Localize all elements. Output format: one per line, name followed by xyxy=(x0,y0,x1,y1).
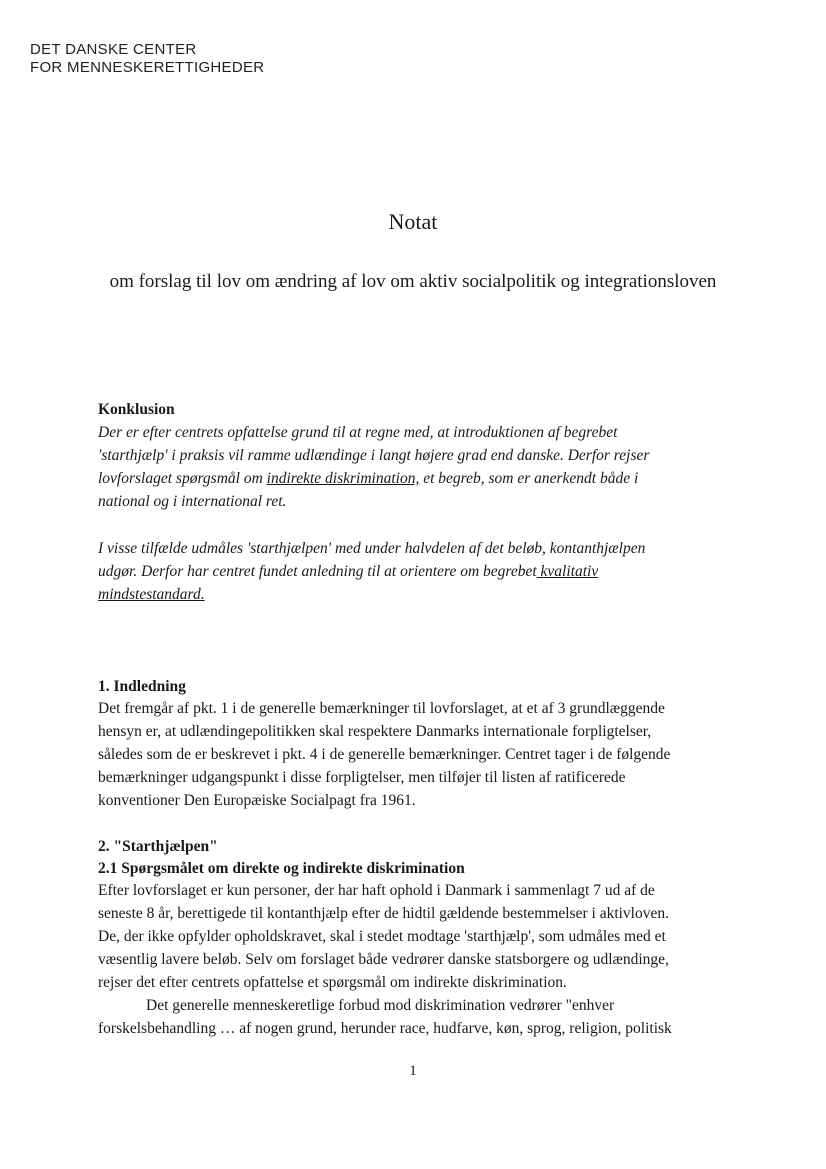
org-line-2: FOR MENNESKERETTIGHEDER xyxy=(30,59,265,76)
document-subtitle: om forslag til lov om ændring af lov om aktiv socialpolitik og integrationsloven xyxy=(109,271,717,292)
conclusion-p2-line xyxy=(98,584,205,606)
section-2-heading: 2. "Starthjælpen" xyxy=(98,838,218,855)
conclusion-p2-line xyxy=(98,561,598,583)
conclusion-p1-line: national og i international ret. xyxy=(98,493,287,510)
section-2-line: De, der ikke opfylder opholdskravet, skal i stedet modtage 'starthjælp', som udmåles med et xyxy=(98,928,666,945)
organization-name xyxy=(30,41,264,77)
section-2-line: Det generelle menneskeretlige forbud mod diskrimination vedrører "enhver xyxy=(146,997,615,1014)
section-1-line: bemærkninger udgangspunkt i disse forpligtelser, men tilføjer til listen af ratificerede xyxy=(98,769,626,786)
section-2-1-heading: 2.1 Spørgsmålet om direkte og indirekte diskrimination xyxy=(98,860,465,877)
section-1-line: Det fremgår af pkt. 1 i de generelle bemærkninger til lovforslaget, at et af 3 grundlæggende xyxy=(98,700,665,717)
section-2-line: forskelsbehandling … af nogen grund, herunder race, hudfarve, køn, sprog, religion, politisk xyxy=(98,1020,672,1037)
document-title: Notat xyxy=(388,209,438,234)
section-1-line: således som de er beskrevet i pkt. 4 i de generelle bemærkninger. Centret tager i de følgende xyxy=(98,746,671,763)
section-2-line: rejser det efter centrets opfattelse et spørgsmål om indirekte diskrimination. xyxy=(98,974,567,991)
conclusion-p1-line: Der er efter centrets opfattelse grund til at regne med, at introduktionen af begrebet xyxy=(98,424,618,441)
section-2-line: Efter lovforslaget er kun personer, der har haft ophold i Danmark i sammenlagt 7 ud af de xyxy=(98,882,655,899)
section-2-line: seneste 8 år, berettigede til kontanthjælp efter de hidtil gældende bestemmelser i aktivloven. xyxy=(98,905,669,922)
section-1-heading: 1. Indledning xyxy=(98,678,186,695)
conclusion-p1-text: lovforslaget spørgsmål om xyxy=(98,470,267,487)
conclusion-p2-line: I visse tilfælde udmåles 'starthjælpen' med under halvdelen af det beløb, kontanthjælpen xyxy=(98,540,646,557)
section-1-line: hensyn er, at udlændingepolitikken skal respektere Danmarks internationale forpligtelser, xyxy=(98,723,652,740)
org-line-1: DET DANSKE CENTER xyxy=(30,41,197,58)
section-2-line: væsentlig lavere beløb. Selv om forslaget både vedrører danske statsborgere og udlændinge, xyxy=(98,951,669,968)
section-1-line: konventioner Den Europæiske Socialpagt fra 1961. xyxy=(98,792,416,809)
conclusion-p1-text: et begreb, som er anerkendt både i xyxy=(419,470,639,487)
conclusion-p1-line xyxy=(98,468,638,490)
conclusion-p1-line: 'starthjælp' i praksis vil ramme udlændinge i langt højere grad end danske. Derfor rejser xyxy=(98,447,650,464)
page-number: 1 xyxy=(409,1063,417,1079)
conclusion-heading: Konklusion xyxy=(98,401,175,418)
qualitative-minimum-standard-term: mindstestandard. xyxy=(98,586,205,603)
indirect-discrimination-term: indirekte diskrimination, xyxy=(266,470,420,487)
qualitative-minimum-standard-term: kvalitativ xyxy=(536,563,599,580)
conclusion-p2-text: udgør. Derfor har centret fundet anledning til at orientere om begrebet xyxy=(98,563,537,580)
